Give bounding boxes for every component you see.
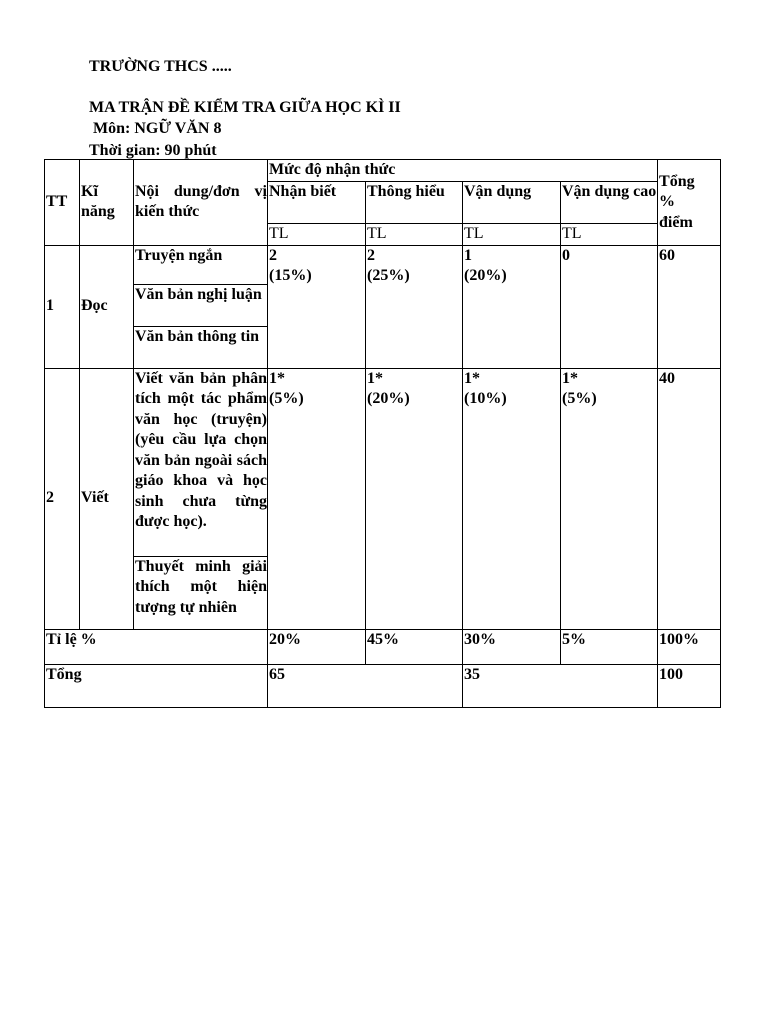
row-2-nhan-biet-pct: (5%) — [269, 390, 304, 407]
row-2-thong-hieu — [366, 368, 463, 629]
sum-group-2: 35 — [463, 664, 658, 707]
row-1-nhan-biet-count: 2 — [269, 246, 277, 264]
sum-total: 100 — [658, 664, 721, 707]
row-1-content-3 — [134, 326, 268, 368]
school-name: TRƯỜNG THCS ..... — [89, 58, 232, 75]
ratio-row — [45, 629, 721, 664]
col-tt-header: TT — [45, 160, 80, 246]
row-1-nhan-biet-pct: (15%) — [269, 267, 312, 284]
row-1-content-1: Truyện ngắn — [134, 245, 268, 284]
table-row-doc-1 — [45, 245, 721, 284]
level-group-header: Mức độ nhận thức — [268, 160, 658, 182]
type-tl-2: TL — [366, 224, 463, 246]
row-1-van-dung-pct: (20%) — [464, 267, 507, 284]
level-nhan-biet: Nhận biết — [268, 182, 366, 224]
row-2-van-dung — [463, 368, 561, 629]
col-skill-header: Kĩ năng — [80, 160, 134, 246]
ratio-nhan-biet: 20% — [268, 629, 366, 664]
row-2-nhan-biet-count: 1* — [269, 369, 285, 387]
row-1-total: 60 — [658, 245, 721, 368]
row-2-content-2-text: Thuyết minh giải thích một hiện tượng tự nhiên — [135, 557, 267, 616]
ratio-total: 100% — [658, 629, 721, 664]
row-1-van-dung-cao — [561, 245, 658, 368]
col-content-header — [134, 160, 268, 246]
row-1-skill: Đọc — [80, 245, 134, 368]
exam-matrix-table — [44, 159, 721, 708]
row-2-total: 40 — [658, 368, 721, 629]
type-tl-4: TL — [561, 224, 658, 246]
row-2-van-dung-pct: (10%) — [464, 390, 507, 407]
level-thong-hieu: Thông hiểu — [366, 182, 463, 224]
row-1-van-dung-cao-count: 0 — [562, 246, 570, 264]
row-1-van-dung-count: 1 — [464, 246, 472, 264]
sum-label: Tổng — [45, 664, 268, 707]
level-van-dung-cao — [561, 182, 658, 224]
row-2-van-dung-cao-pct: (5%) — [562, 390, 597, 407]
row-1-van-dung — [463, 245, 561, 368]
row-2-thong-hieu-pct: (20%) — [367, 390, 410, 407]
ratio-van-dung: 30% — [463, 629, 561, 664]
col-total-header-text: Tổng % điểm — [659, 172, 695, 231]
row-2-van-dung-cao-count: 1* — [562, 369, 578, 387]
row-1-tt: 1 — [45, 245, 80, 368]
document-title: MA TRẬN ĐỀ KIỂM TRA GIỮA HỌC KÌ II — [89, 99, 401, 116]
row-2-tt: 2 — [45, 368, 80, 629]
level-van-dung: Vận dụng — [463, 182, 561, 224]
row-2-skill: Viết — [80, 368, 134, 629]
row-1-nhan-biet — [268, 245, 366, 368]
row-2-nhan-biet — [268, 368, 366, 629]
row-1-thong-hieu-pct: (25%) — [367, 267, 410, 284]
type-tl-1: TL — [268, 224, 366, 246]
sum-row — [45, 664, 721, 707]
table-row-viet-1 — [45, 368, 721, 556]
row-2-content-1 — [134, 368, 268, 556]
row-1-content-2-text: Văn bản nghị luận — [135, 285, 262, 303]
level-van-dung-cao-text: Vận dụng cao — [562, 183, 657, 200]
row-2-thong-hieu-count: 1* — [367, 369, 383, 387]
header-row-1 — [45, 160, 721, 182]
col-content-header-text: Nội dung/đơn vị kiến thức — [135, 182, 267, 221]
row-2-content-2 — [134, 556, 268, 629]
row-1-thong-hieu — [366, 245, 463, 368]
sum-group-1: 65 — [268, 664, 463, 707]
row-2-van-dung-cao — [561, 368, 658, 629]
row-1-content-3-text: Văn bản thông tin — [135, 327, 260, 345]
row-2-content-1-text: Viết văn bản phân tích một tác phẩm văn học (truyện) (yêu cầu lựa chọn văn bản ngoài sách giáo khoa và học sinh chưa từng được học). — [135, 369, 267, 530]
type-tl-3: TL — [463, 224, 561, 246]
ratio-thong-hieu: 45% — [366, 629, 463, 664]
ratio-van-dung-cao: 5% — [561, 629, 658, 664]
ratio-label: Tỉ lệ % — [45, 629, 268, 664]
time-line: Thời gian: 90 phút — [89, 142, 217, 159]
row-2-van-dung-count: 1* — [464, 369, 480, 387]
row-1-thong-hieu-count: 2 — [367, 246, 375, 264]
col-total-header — [658, 160, 721, 246]
row-1-content-2 — [134, 284, 268, 326]
subject-line: Môn: NGỮ VĂN 8 — [93, 120, 222, 137]
